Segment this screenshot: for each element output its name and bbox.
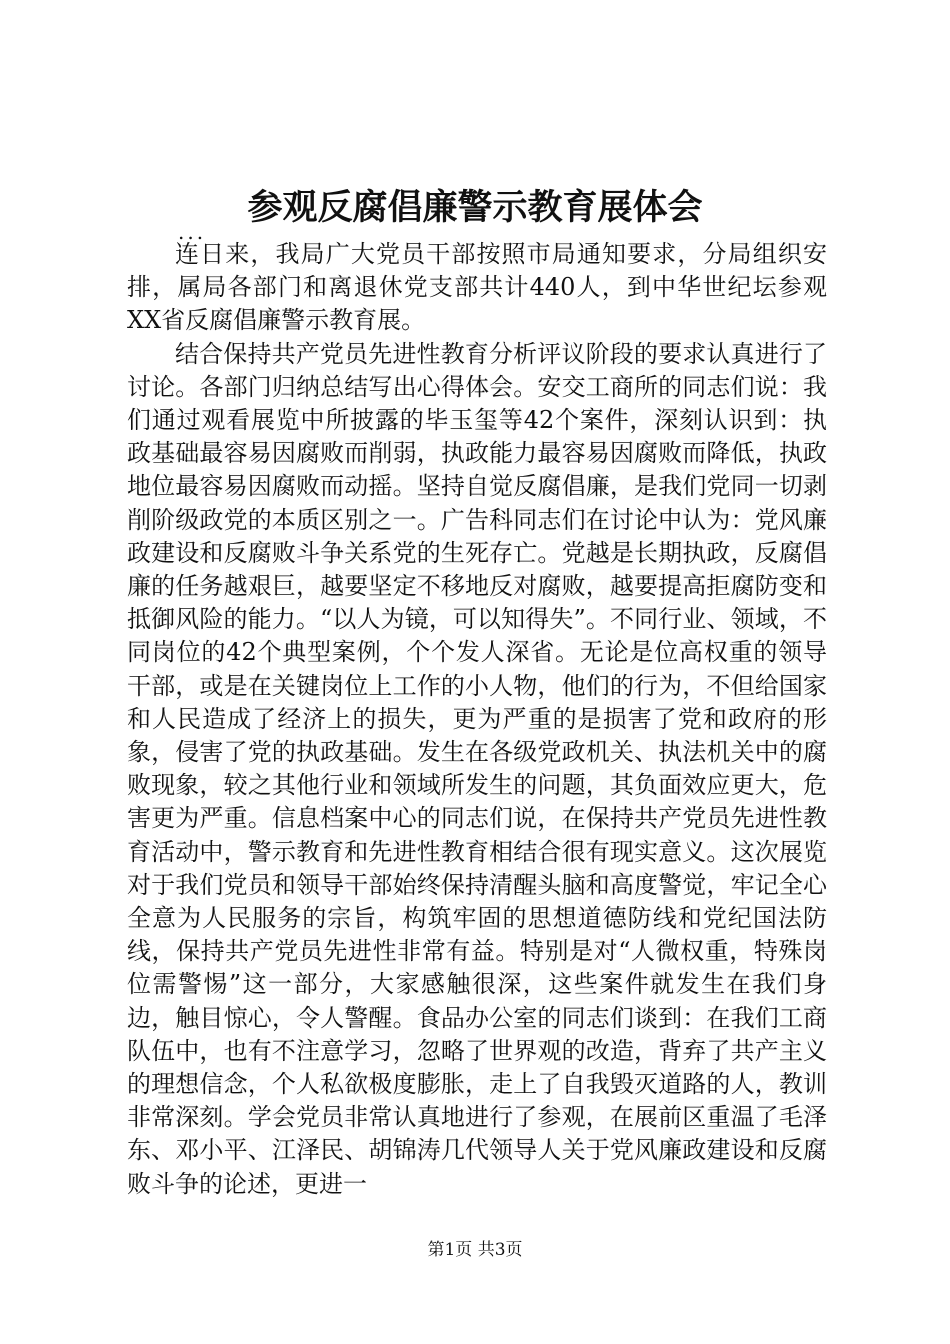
document-body [127, 238, 827, 1201]
paragraph: 结合保持共产党员先进性教育分析评议阶段的要求认真进行了讨论。各部门归纳总结写出心得体会。安交工商所的同志们说：我们通过观看展览中所披露的毕玉玺等42个案件，深刻认识到：执政基础最容易因腐败而削弱，执政能力最容易因腐败而降低，执政地位最容易因腐败而动摇。坚持自觉反腐倡廉，是我们党同一切剥削阶级政党的本质区别之一。广告科同志们在讨论中认为：党风廉政建设和反腐败斗争关系党的生死存亡。党越是长期执政，反腐倡廉的任务越艰巨，越要坚定不移地反对腐败，越要提高拒腐防变和抵御风险的能力。“以人为镜，可以知得失”。不同行业、领域，不同岗位的42个典型案例，个个发人深省。无论是位高权重的领导干部，或是在关键岗位上工作的小人物，他们的行为，不但给国家和人民造成了经济上的损失，更为严重的是损害了党和政府的形象，侵害了党的执政基础。发生在各级党政机关、执法机关中的腐败现象，较之其他行业和领域所发生的问题，其负面效应更大，危害更为严重。信息档案中心的同志们说，在保持共产党员先进性教育活动中，警示教育和先进性教育相结合很有现实意义。这次展览对于我们党员和领导干部始终保持清醒头脑和高度警觉，牢记全心全意为人民服务的宗旨，构筑牢固的思想道德防线和党纪国法防线，保持共产党员先进性非常有益。特别是对“人微权重，特殊岗位需警惕”这一部分，大家感触很深，这些案件就发生在我们身边，触目惊心，令人警醒。食品办公室的同志们谈到：在我们工商队伍中，也有不注意学习，忽略了世界观的改造，背弃了共产主义的理想信念，个人私欲极度膨胀，走上了自我毁灭道路的人，教训非常深刻。学会党员非常认真地进行了参观，在展前区重温了毛泽东、邓小平、江泽民、胡锦涛几代领导人关于党风廉政建设和反腐败斗争的论述，更进一 [127, 339, 827, 1198]
ellipsis-marker: ... [178, 220, 207, 244]
document-title: 参观反腐倡廉警示教育展体会 [247, 187, 703, 228]
page-footer: 第1页 共3页 [427, 1240, 523, 1260]
paragraph: 连日来，我局广大党员干部按照市局通知要求，分局组织安排，属局各部门和离退休党支部共计440人，到中华世纪坛参观XX省反腐倡廉警示教育展。 [127, 240, 827, 335]
